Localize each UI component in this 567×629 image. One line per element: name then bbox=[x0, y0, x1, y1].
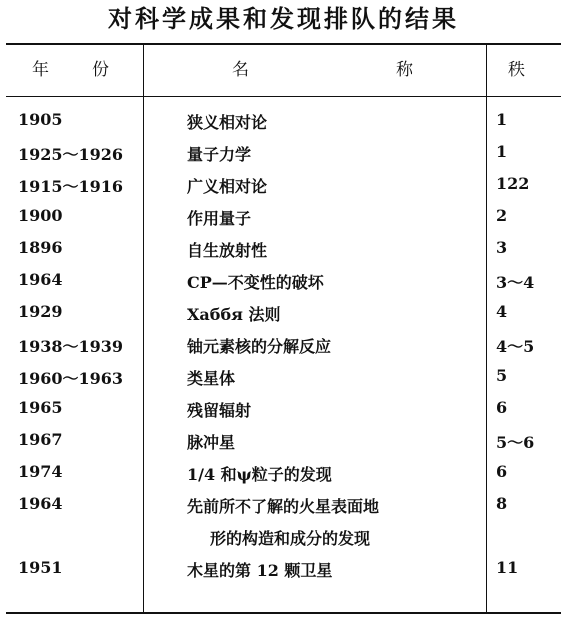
header-year: 年 bbox=[32, 60, 49, 80]
name-cell: 1/4 和ψ粒子的发现 bbox=[187, 465, 332, 484]
rank-cell: 6 bbox=[496, 398, 508, 417]
table-row bbox=[0, 168, 567, 200]
rank-cell: 3～4 bbox=[496, 273, 535, 292]
table-row bbox=[0, 488, 567, 552]
table-row bbox=[0, 232, 567, 264]
year-cell: 1900 bbox=[18, 206, 63, 225]
table-row bbox=[0, 264, 567, 296]
rank-cell: 8 bbox=[496, 494, 508, 513]
rank-cell: 3 bbox=[496, 238, 508, 257]
table-row bbox=[0, 328, 567, 360]
rank-cell: 122 bbox=[496, 174, 530, 193]
name-cell: CP—不变性的破坏 bbox=[187, 273, 324, 292]
year-cell: 1951 bbox=[18, 558, 63, 577]
table-row bbox=[0, 200, 567, 232]
name-cell: 类星体 bbox=[187, 369, 236, 388]
year-cell: 1938～1939 bbox=[18, 337, 124, 356]
header-name-2: 称 bbox=[396, 60, 413, 80]
rank-cell: 5 bbox=[496, 366, 508, 385]
table-row bbox=[0, 456, 567, 488]
rank-cell: 11 bbox=[496, 558, 519, 577]
table-row bbox=[0, 136, 567, 168]
name-cell: 铀元素核的分解反应 bbox=[187, 337, 332, 356]
table-row bbox=[0, 296, 567, 328]
year-cell: 1967 bbox=[18, 430, 63, 449]
bottom-rule bbox=[6, 612, 561, 614]
table-row bbox=[0, 104, 567, 136]
year-cell: 1964 bbox=[18, 270, 63, 289]
year-cell: 1896 bbox=[18, 238, 63, 257]
year-cell: 1925～1926 bbox=[18, 145, 124, 164]
name-cell: 狭义相对论 bbox=[187, 113, 268, 132]
table-body bbox=[0, 104, 567, 584]
header-name: 名 bbox=[232, 60, 249, 80]
table-row bbox=[0, 360, 567, 392]
header-rule bbox=[6, 96, 561, 97]
table-title: 对科学成果和发现排队的结果 bbox=[108, 4, 459, 33]
name-cell: Хаббя 法则 bbox=[187, 305, 281, 324]
table-row bbox=[0, 392, 567, 424]
table-row bbox=[0, 552, 567, 584]
top-rule bbox=[6, 43, 561, 45]
name-cell: 广义相对论 bbox=[187, 177, 268, 196]
header-rank: 秩 bbox=[508, 60, 525, 80]
year-cell: 1905 bbox=[18, 110, 63, 129]
rank-cell: 4～5 bbox=[496, 337, 535, 356]
year-cell: 1915～1916 bbox=[18, 177, 124, 196]
rank-cell: 2 bbox=[496, 206, 508, 225]
year-cell: 1965 bbox=[18, 398, 63, 417]
name-cell: 残留辐射 bbox=[187, 401, 252, 420]
name-cell: 自生放射性 bbox=[187, 241, 268, 260]
name-cell: 脉冲星 bbox=[187, 433, 236, 452]
rank-cell: 1 bbox=[496, 110, 508, 129]
rank-cell: 6 bbox=[496, 462, 508, 481]
year-cell: 1974 bbox=[18, 462, 63, 481]
rank-cell: 1 bbox=[496, 142, 508, 161]
rank-cell: 4 bbox=[496, 302, 508, 321]
year-cell: 1964 bbox=[18, 494, 63, 513]
year-cell: 1929 bbox=[18, 302, 63, 321]
rank-cell: 5～6 bbox=[496, 433, 535, 452]
header-year-2: 份 bbox=[92, 60, 109, 80]
name-cell: 作用量子 bbox=[187, 209, 252, 228]
name-cell: 量子力学 bbox=[187, 145, 252, 164]
year-cell: 1960～1963 bbox=[18, 369, 124, 388]
name-cell: 木星的第 12 颗卫星 bbox=[187, 561, 333, 580]
name-cell-continued: 形的构造和成分的发现 bbox=[210, 529, 371, 548]
table-row bbox=[0, 424, 567, 456]
name-cell: 先前所不了解的火星表面地 bbox=[187, 497, 380, 516]
